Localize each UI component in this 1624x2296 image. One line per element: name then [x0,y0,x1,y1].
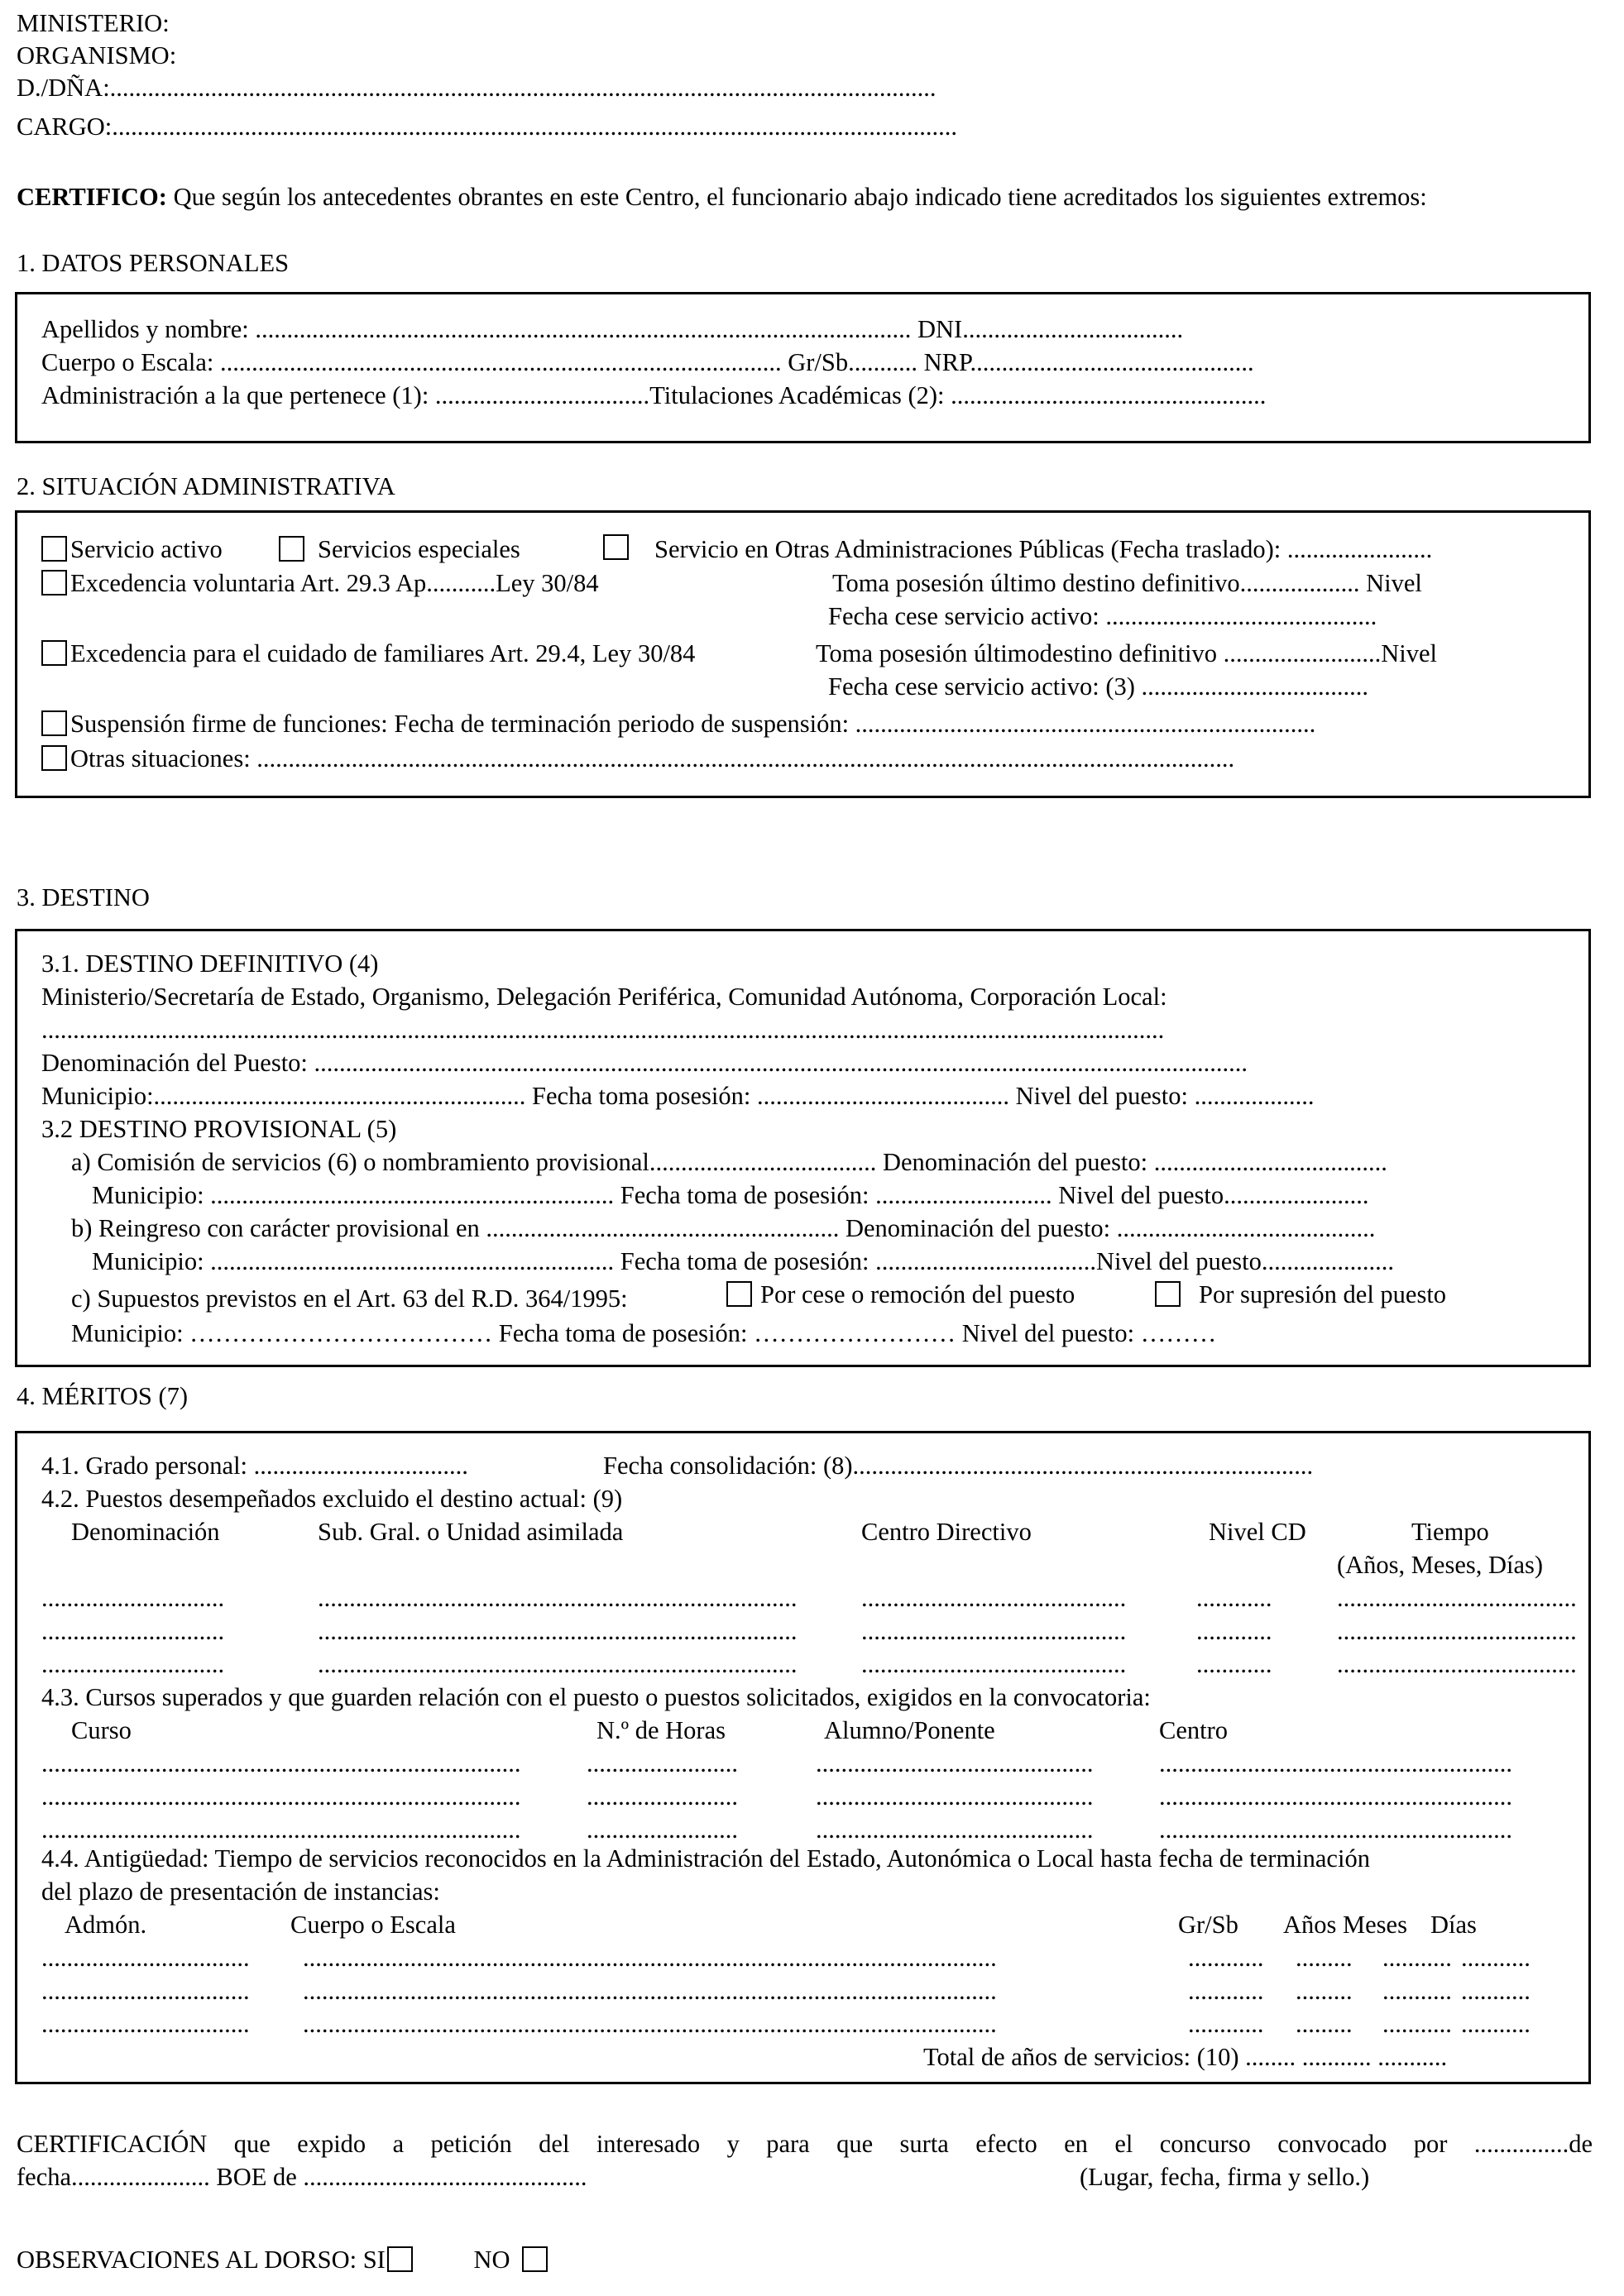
por-cese-option [726,1278,1075,1311]
por-supresion-option [1155,1278,1446,1311]
apellidos-nombre-field[interactable]: Apellidos y nombre: ........................................................................................................ DNI................................... [41,315,1184,343]
comision-servicios-field[interactable]: a) Comisión de servicios (6) o nombramiento provisional.................................... Denominación del puesto: ..................................... [71,1148,1387,1176]
cursos-cell[interactable]: ............................................................................ [41,1749,521,1777]
antiguedad-cell[interactable]: ........... [1461,1944,1531,1972]
cargo-field[interactable]: CARGO:...................................................................................................................................... [17,112,957,141]
puestos-cell[interactable]: .......................................... [861,1617,1127,1645]
cursos-header-horas: N.º de Horas [596,1716,726,1744]
otras-situaciones-checkbox[interactable] [41,745,67,771]
cursos-header-curso: Curso [71,1716,132,1744]
por-supresion-label: Por supresión del puesto [1199,1280,1447,1308]
servicio-activo-checkbox[interactable] [41,536,67,562]
cursos-cell[interactable]: ............................................................................ [41,1782,521,1810]
puestos-cell[interactable]: ...................................... [1337,1650,1577,1678]
grado-personal-field[interactable]: 4.1. Grado personal: .................................. [41,1452,468,1480]
datos-personales-box [15,292,1591,443]
fecha-consolidacion-field[interactable]: Fecha consolidación: (8)......................................................................... [603,1452,1314,1480]
reingreso-field[interactable]: b) Reingreso con carácter provisional en ........................................................ Denominación del puesto: ......................................... [71,1214,1376,1242]
destino-box [15,929,1591,1367]
cursos-cell[interactable]: ............................................ [816,1815,1094,1844]
puestos-header-centro: Centro Directivo [861,1518,1032,1546]
municipio-b-field[interactable]: Municipio: ................................................................ Fecha toma de posesión: ...................................Nivel del puesto..................... [92,1247,1395,1275]
puestos-header-tiempo-sub: (Años, Meses, Días) [1337,1551,1544,1579]
fecha-cese-2-field[interactable]: Fecha cese servicio activo: (3) .................................... [828,672,1369,701]
observaciones-no-checkbox[interactable] [522,2246,548,2272]
dona-field[interactable]: D./DÑA:................................................................................................................................... [17,74,937,102]
destino-definitivo-title: 3.1. DESTINO DEFINITIVO (4) [41,949,379,978]
cuerpo-escala-field[interactable]: Cuerpo o Escala: ......................................................................................... Gr/Sb........... NRP............................................. [41,348,1254,376]
cursos-cell[interactable]: ............................................ [816,1782,1094,1810]
puestos-cell[interactable]: ............................. [41,1584,225,1612]
certificacion-line-2[interactable]: fecha...................... BOE de ............................................. [17,2163,587,2191]
section-4-title: 4. MÉRITOS (7) [17,1382,189,1410]
cursos-cell[interactable]: ............................................ [816,1749,1094,1777]
lugar-fecha-firma: (Lugar, fecha, firma y sello.) [1080,2163,1370,2191]
puestos-cell[interactable]: ............................. [41,1650,225,1678]
antig-header-cuerpo: Cuerpo o Escala [290,1911,456,1939]
puestos-cell[interactable]: ............................................................................ [318,1650,798,1678]
antiguedad-title: 4.4. Antigüedad: Tiempo de servicios reconocidos en la Administración del Estado, Autonómica o Local hasta fecha de terminación [41,1844,1370,1873]
fecha-cese-1-field[interactable]: Fecha cese servicio activo: ........................................... [828,602,1377,630]
cursos-cell[interactable]: ........................ [587,1815,738,1844]
toma-posesion-1-field[interactable]: Toma posesión último destino definitivo................... Nivel [832,569,1422,597]
cursos-header-alumno: Alumno/Ponente [824,1716,995,1744]
observaciones-label: OBSERVACIONES AL DORSO: SI [17,2246,386,2274]
ministerio-label: MINISTERIO: [17,9,170,37]
cursos-cell[interactable]: ........................ [587,1749,738,1777]
puestos-cell[interactable]: ............ [1196,1650,1272,1678]
organismo-label: ORGANISMO: [17,41,177,69]
observaciones-si-checkbox[interactable] [387,2246,413,2272]
antiguedad-title-2: del plazo de presentación de instancias: [41,1877,440,1906]
puestos-cell[interactable]: ...................................... [1337,1617,1577,1645]
observaciones-no-label: NO [473,2246,510,2274]
certifico-statement [17,180,1427,213]
denominacion-puesto-field[interactable]: Denominación del Puesto: .................................................................................................................................................... [41,1049,1248,1077]
certifico-colon: : [158,183,167,211]
antig-header-meses: Meses [1343,1911,1407,1939]
certifico-text: Que según los antecedentes obrantes en este Centro, el funcionario abajo indicado tiene acreditados los siguientes extremos: [166,183,1427,211]
excedencia-voluntaria-option [41,567,599,600]
otras-admin-checkbox-wrap [603,531,632,564]
antig-header-grsb: Gr/Sb [1178,1911,1238,1939]
excedencia-voluntaria-label: Excedencia voluntaria Art. 29.3 Ap...........Ley 30/84 [70,569,599,597]
antiguedad-cell[interactable]: ................................. [41,1977,250,2005]
puestos-cell[interactable]: ............ [1196,1584,1272,1612]
suspension-label: Suspensión firme de funciones: Fecha de terminación periodo de suspensión: ......................................................................... [70,710,1316,738]
antiguedad-cell[interactable]: ................................. [41,1944,250,1972]
situacion-box [15,510,1591,798]
servicio-activo-label: Servicio activo [70,535,223,563]
antiguedad-cell[interactable]: .............................................................................................................. [303,1944,997,1972]
municipio-c-field[interactable]: Municipio: ……………………………… Fecha toma de posesión: …………………… Nivel del puesto: ……… [71,1319,1217,1347]
municipio-definitivo-field[interactable]: Municipio:........................................................... Fecha toma posesión: ........................................ Nivel del puesto: ................... [41,1082,1315,1110]
puestos-cell[interactable]: ............................................................................ [318,1617,798,1645]
supuestos-label: c) Supuestos previstos en el Art. 63 del R.D. 364/1995: [71,1284,628,1313]
antiguedad-cell[interactable]: ............ [1188,1944,1264,1972]
destino-provisional-title: 3.2 DESTINO PROVISIONAL (5) [41,1115,397,1143]
antiguedad-cell[interactable]: ............ [1188,2010,1264,2038]
antiguedad-cell[interactable]: ............ [1188,1977,1264,2005]
puestos-header-denominacion: Denominación [71,1518,220,1546]
antiguedad-cell[interactable]: .............................................................................................................. [303,2010,997,2038]
antiguedad-cell[interactable]: ......... [1296,2010,1353,2038]
cursos-header-centro: Centro [1159,1716,1229,1744]
puestos-cell[interactable]: .......................................... [861,1584,1127,1612]
antiguedad-cell[interactable]: .............................................................................................................. [303,1977,997,2005]
suspension-checkbox[interactable] [41,710,67,736]
municipio-a-field[interactable]: Municipio: ................................................................ Fecha toma de posesión: ............................ Nivel del puesto....................... [92,1181,1369,1209]
antiguedad-cell[interactable]: ........... [1461,1977,1531,2005]
puestos-cell[interactable]: ............ [1196,1617,1272,1645]
puestos-cell[interactable]: .......................................... [861,1650,1127,1678]
por-supresion-checkbox[interactable] [1155,1281,1181,1307]
otras-situaciones-option [41,742,1234,775]
cursos-cell[interactable]: ............................................................................ [41,1815,521,1844]
antig-header-admon: Admón. [65,1911,147,1939]
certificacion-line-1: CERTIFICACIÓN que expido a petición del interesado y para que surta efecto en el concurso convocado por ...............de [17,2130,1593,2158]
cursos-cell[interactable]: ........................................................ [1159,1749,1512,1777]
puestos-cell[interactable]: ...................................... [1337,1584,1577,1612]
servicios-especiales-option [279,533,520,566]
por-cese-label: Por cese o remoción del puesto [760,1280,1075,1308]
otras-situaciones-label: Otras situaciones: ........................................................................................................................................................... [70,744,1235,773]
servicios-especiales-label: Servicios especiales [318,535,520,563]
antiguedad-cell[interactable]: ........... [1382,1944,1452,1972]
excedencia-familiares-checkbox[interactable] [41,640,67,666]
suspension-option [41,707,1315,740]
puestos-header-nivel: Nivel CD [1209,1518,1306,1546]
otras-admin-label: Servicio en Otras Administraciones Públicas (Fecha traslado): ....................... [654,535,1433,563]
otras-admin-checkbox[interactable] [603,534,629,560]
total-anos-field[interactable]: Total de años de servicios: (10) ........ ........... ........... [923,2043,1448,2071]
excedencia-familiares-option [41,637,695,670]
administracion-field[interactable]: Administración a la que pertenece (1): ..................................Titulaciones Académicas (2): .................................................. [41,381,1267,409]
excedencia-familiares-label: Excedencia para el cuidado de familiares Art. 29.4, Ley 30/84 [70,639,696,667]
observaciones-row [17,2243,551,2276]
ministerio-organismo-label: Ministerio/Secretaría de Estado, Organismo, Delegación Periférica, Comunidad Autónoma, Corporación Local: [41,983,1167,1011]
por-cese-checkbox[interactable] [726,1281,752,1307]
toma-posesion-2-field[interactable]: Toma posesión últimodestino definitivo .........................Nivel [816,639,1437,667]
excedencia-voluntaria-checkbox[interactable] [41,570,67,596]
antiguedad-cell[interactable]: ................................. [41,2010,250,2038]
section-1-title: 1. DATOS PERSONALES [17,249,290,277]
antiguedad-cell[interactable]: ........... [1382,2010,1452,2038]
servicios-especiales-checkbox[interactable] [279,536,304,562]
puestos-title: 4.2. Puestos desempeñados excluido el destino actual: (9) [41,1485,623,1513]
puestos-cell[interactable]: ............................. [41,1617,225,1645]
puestos-cell[interactable]: ............................................................................ [318,1584,798,1612]
cursos-title: 4.3. Cursos superados y que guarden relación con el puesto o puestos solicitados, exigidos en la convocatoria: [41,1683,1151,1711]
antiguedad-cell[interactable]: ........... [1382,1977,1452,2005]
section-3-title: 3. DESTINO [17,883,150,911]
cursos-cell[interactable]: ........................ [587,1782,738,1810]
antiguedad-cell[interactable]: ......... [1296,1944,1353,1972]
antig-header-anos: Años [1283,1911,1337,1939]
puestos-header-subgral: Sub. Gral. o Unidad asimilada [318,1518,624,1546]
cursos-cell[interactable]: ........................................................ [1159,1815,1512,1844]
puestos-header-tiempo: Tiempo [1411,1518,1489,1546]
cursos-cell[interactable]: ........................................................ [1159,1782,1512,1810]
situacion-row-1 [41,533,223,566]
certifico-label: CERTIFICO [17,183,159,211]
ministerio-organismo-field[interactable]: .................................................................................................................................................................................. [41,1016,1165,1044]
antiguedad-cell[interactable]: ......... [1296,1977,1353,2005]
meritos-box [15,1431,1591,2084]
antiguedad-cell[interactable]: ........... [1461,2010,1531,2038]
antig-header-dias: Días [1430,1911,1477,1939]
section-2-title: 2. SITUACIÓN ADMINISTRATIVA [17,472,395,500]
